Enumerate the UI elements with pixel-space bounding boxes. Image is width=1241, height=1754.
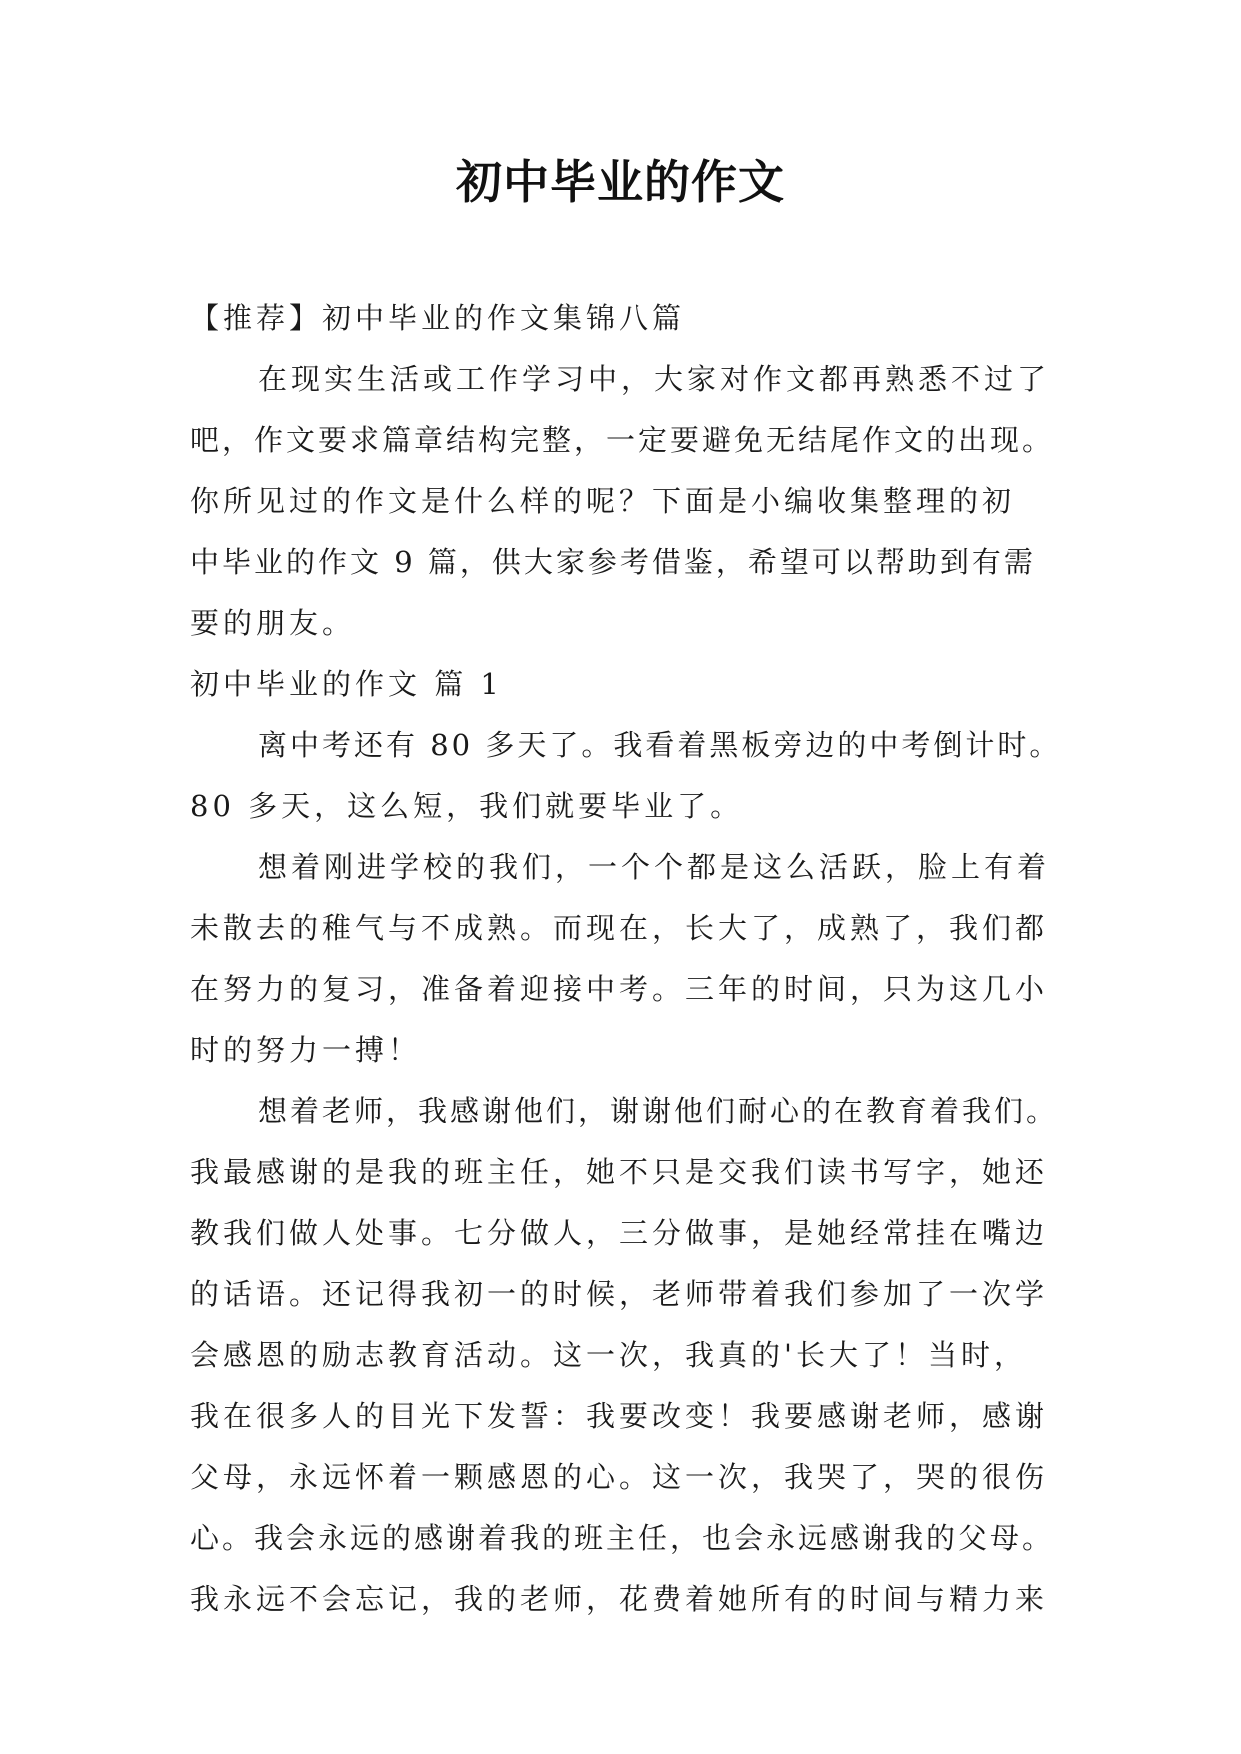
document-body [190, 288, 1062, 1630]
paragraph-line: 要的朋友。 [190, 606, 356, 640]
paragraph-line: 我在很多人的目光下发誓：我要改变！我要感谢老师，感谢 [190, 1399, 1049, 1433]
paragraph-line: 会感恩的励志教育活动。这一次，我真的'长大了！当时， [190, 1338, 1027, 1372]
paragraph-line: 吧，作文要求篇章结构完整，一定要避免无结尾作文的出现。 [190, 423, 1055, 457]
paragraph-line: 我永远不会忘记，我的老师，花费着她所有的时间与精力来 [190, 1582, 1049, 1616]
paragraph-line: 的话语。还记得我初一的时候，老师带着我们参加了一次学 [190, 1277, 1049, 1311]
paragraph-line: 教我们做人处事。七分做人，三分做事，是她经常挂在嘴边 [190, 1216, 1049, 1250]
document-title: 初中毕业的作文 [456, 155, 785, 209]
paragraph-line: 在现实生活或工作学习中，大家对作文都再熟悉不过了 [258, 362, 1051, 396]
section-heading: 初中毕业的作文 篇 1 [190, 667, 503, 701]
paragraph-line: 想着老师，我感谢他们，谢谢他们耐心的在教育着我们。 [258, 1094, 1059, 1128]
paragraph-line: 80 多天，这么短，我们就要毕业了。 [190, 789, 744, 823]
paragraph-line: 心。我会永远的感谢着我的班主任，也会永远感谢我的父母。 [190, 1521, 1055, 1555]
paragraph-line: 未散去的稚气与不成熟。而现在，长大了，成熟了，我们都 [190, 911, 1049, 945]
paragraph-line: 父母，永远怀着一颗感恩的心。这一次，我哭了，哭的很伤 [190, 1460, 1049, 1494]
paragraph-line: 中毕业的作文 9 篇，供大家参考借鉴，希望可以帮助到有需 [190, 545, 1036, 579]
paragraph-line: 我最感谢的是我的班主任，她不只是交我们读书写字，她还 [190, 1155, 1049, 1189]
paragraph-line: 你所见过的作文是什么样的呢？下面是小编收集整理的初 [190, 484, 1016, 518]
paragraph-line: 想着刚进学校的我们，一个个都是这么活跃，脸上有着 [258, 850, 1051, 884]
paragraph-line: 在努力的复习，准备着迎接中考。三年的时间，只为这几小 [190, 972, 1049, 1006]
recommend-heading: 【推荐】初中毕业的作文集锦八篇 [190, 301, 686, 335]
paragraph-line: 离中考还有 80 多天了。我看着黑板旁边的中考倒计时。 [258, 728, 1062, 762]
paragraph-line: 时的努力一搏！ [190, 1033, 422, 1067]
